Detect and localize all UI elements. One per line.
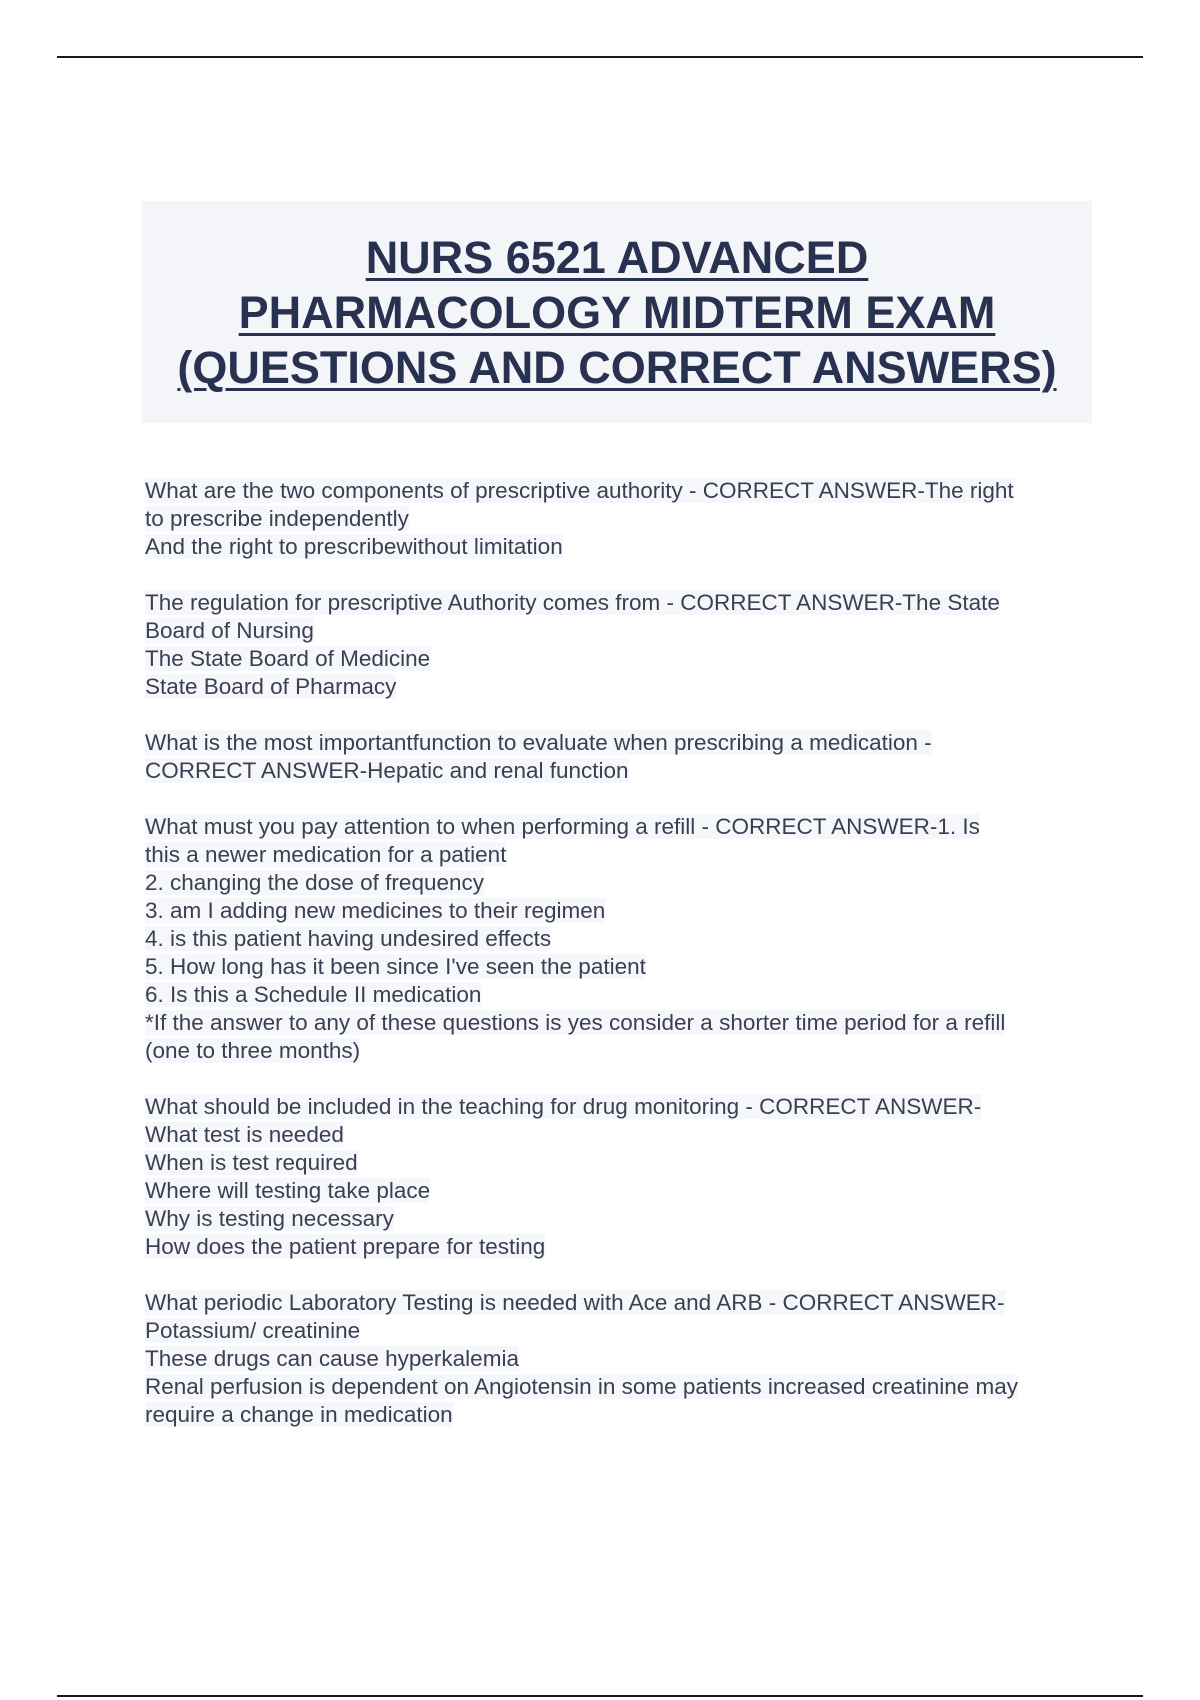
qa-answer-line bbox=[145, 1121, 1090, 1149]
qa-answer-line bbox=[145, 1317, 1090, 1345]
qa-line-text: to prescribe independently bbox=[145, 506, 409, 531]
qa-answer-line bbox=[145, 1233, 1090, 1261]
qa-line-text: Renal perfusion is dependent on Angiotensin in some patients increased creatinine may bbox=[145, 1374, 1019, 1399]
document-title: NURS 6521 ADVANCED PHARMACOLOGY MIDTERM EXAM (QUESTIONS AND CORRECT ANSWERS) bbox=[177, 231, 1057, 393]
bottom-rule bbox=[57, 1695, 1143, 1697]
qa-question-line bbox=[145, 1093, 1090, 1121]
qa-line-text: State Board of Pharmacy bbox=[145, 674, 397, 699]
qa-question-line bbox=[145, 729, 1090, 757]
qa-line-text: 6. Is this a Schedule II medication bbox=[145, 982, 482, 1007]
qa-line-text: When is test required bbox=[145, 1150, 358, 1175]
qa-line-text: 5. How long has it been since I've seen the patient bbox=[145, 954, 646, 979]
qa-question-line bbox=[145, 813, 1090, 841]
qa-answer-line bbox=[145, 925, 1090, 953]
qa-block bbox=[145, 729, 1090, 785]
qa-answer-line bbox=[145, 1177, 1090, 1205]
qa-block bbox=[145, 589, 1090, 701]
qa-line-text: Where will testing take place bbox=[145, 1178, 431, 1203]
qa-line-text: Why is testing necessary bbox=[145, 1206, 394, 1231]
qa-line-text: 3. am I adding new medicines to their regimen bbox=[145, 898, 606, 923]
qa-block bbox=[145, 1093, 1090, 1261]
qa-answer-line bbox=[145, 505, 1090, 533]
qa-block bbox=[145, 477, 1090, 561]
qa-line-text: How does the patient prepare for testing bbox=[145, 1234, 546, 1259]
qa-line-text: And the right to prescribewithout limitation bbox=[145, 534, 563, 559]
qa-answer-line bbox=[145, 953, 1090, 981]
qa-answer-line bbox=[145, 757, 1090, 785]
qa-answer-line bbox=[145, 1401, 1090, 1429]
qa-line-text: What test is needed bbox=[145, 1122, 344, 1147]
qa-question-line bbox=[145, 589, 1090, 617]
qa-line-text: 4. is this patient having undesired effects bbox=[145, 926, 552, 951]
title-box bbox=[142, 201, 1092, 423]
qa-line-text: What periodic Laboratory Testing is needed with Ace and ARB - CORRECT ANSWER- bbox=[145, 1290, 1005, 1315]
qa-line-text: 2. changing the dose of frequency bbox=[145, 870, 484, 895]
qa-answer-line bbox=[145, 841, 1090, 869]
qa-block bbox=[145, 1289, 1090, 1429]
qa-line-text: The State Board of Medicine bbox=[145, 646, 431, 671]
qa-answer-line bbox=[145, 981, 1090, 1009]
qa-answer-line bbox=[145, 1037, 1090, 1065]
qa-answer-line bbox=[145, 617, 1090, 645]
qa-line-text: What must you pay attention to when performing a refill - CORRECT ANSWER-1. Is bbox=[145, 814, 980, 839]
qa-line-text: The regulation for prescriptive Authority comes from - CORRECT ANSWER-The State bbox=[145, 590, 1000, 615]
qa-answer-line bbox=[145, 1009, 1090, 1037]
qa-answer-line bbox=[145, 1205, 1090, 1233]
qa-line-text: this a newer medication for a patient bbox=[145, 842, 507, 867]
qa-line-text: These drugs can cause hyperkalemia bbox=[145, 1346, 519, 1371]
top-rule bbox=[57, 56, 1143, 58]
qa-line-text: What are the two components of prescriptive authority - CORRECT ANSWER-The right bbox=[145, 478, 1014, 503]
qa-answer-line bbox=[145, 673, 1090, 701]
qa-answer-line bbox=[145, 897, 1090, 925]
qa-content bbox=[145, 477, 1090, 1457]
qa-answer-line bbox=[145, 869, 1090, 897]
qa-answer-line bbox=[145, 533, 1090, 561]
qa-question-line bbox=[145, 1289, 1090, 1317]
qa-question-line bbox=[145, 477, 1090, 505]
qa-line-text: What should be included in the teaching for drug monitoring - CORRECT ANSWER- bbox=[145, 1094, 982, 1119]
qa-answer-line bbox=[145, 1373, 1090, 1401]
qa-line-text: *If the answer to any of these questions is yes consider a shorter time period for a refill bbox=[145, 1010, 1006, 1035]
qa-block bbox=[145, 813, 1090, 1065]
qa-line-text: CORRECT ANSWER-Hepatic and renal function bbox=[145, 758, 629, 783]
qa-line-text: What is the most importantfunction to evaluate when prescribing a medication - bbox=[145, 730, 932, 755]
qa-line-text: (one to three months) bbox=[145, 1038, 361, 1063]
qa-line-text: Board of Nursing bbox=[145, 618, 314, 643]
qa-answer-line bbox=[145, 645, 1090, 673]
qa-answer-line bbox=[145, 1149, 1090, 1177]
qa-line-text: require a change in medication bbox=[145, 1402, 453, 1427]
qa-answer-line bbox=[145, 1345, 1090, 1373]
qa-line-text: Potassium/ creatinine bbox=[145, 1318, 361, 1343]
